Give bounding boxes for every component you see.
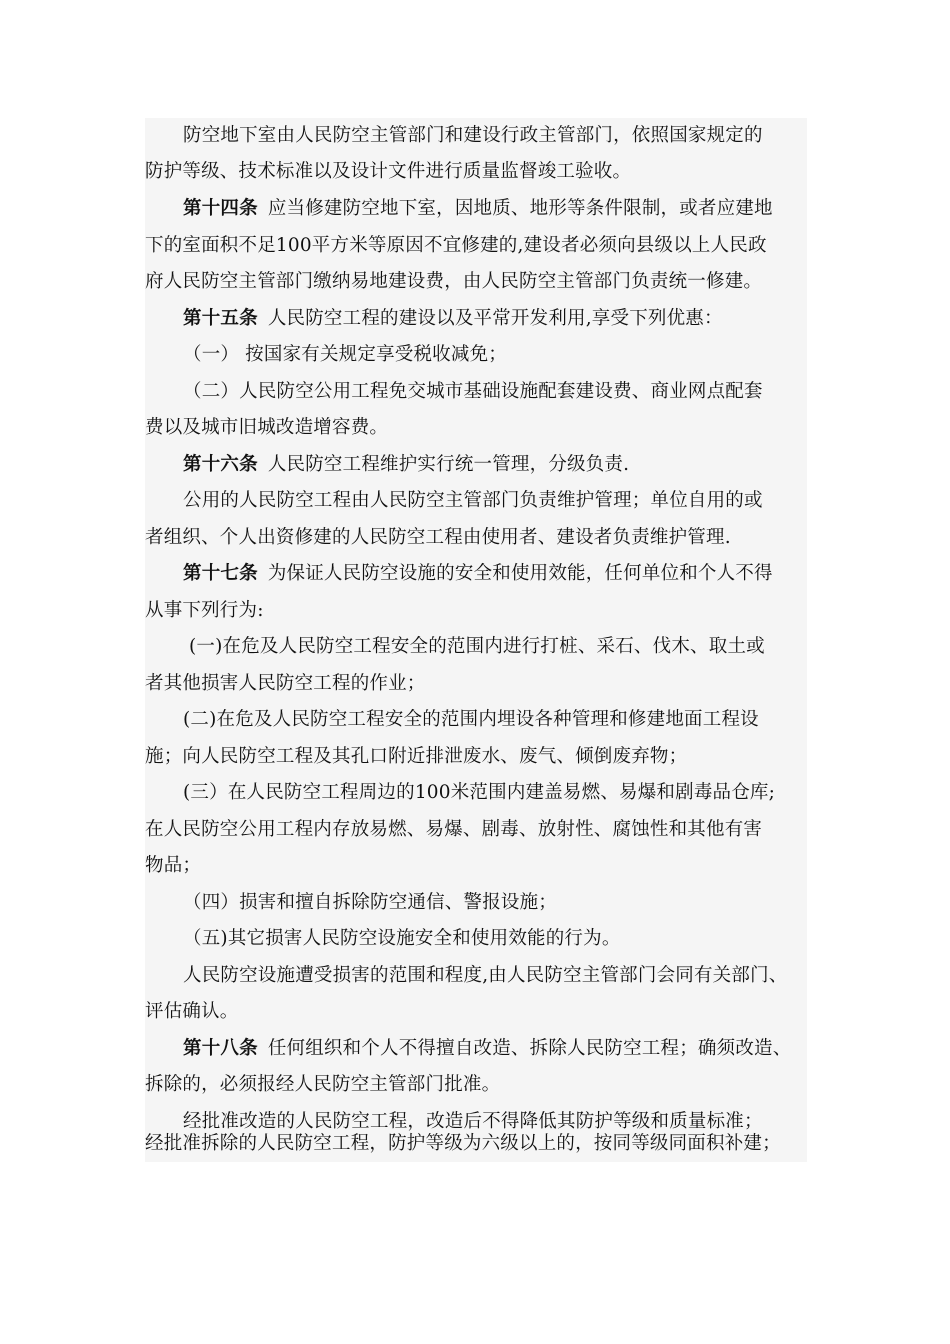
paragraph-line: 施；向人民防空工程及其孔口附近排泄废水、废气、倾倒废弃物； bbox=[145, 746, 688, 767]
article-14-line: 第十四条 应当修建防空地下室，因地质、地形等条件限制，或者应建地 bbox=[183, 198, 773, 219]
paragraph-line: 下的室面积不足100平方米等原因不宜修建的,建设者必须向县级以上人民政 bbox=[145, 235, 767, 256]
list-item: (三）在人民防空工程周边的100米范围内建盖易燃、易爆和剧毒品仓库; bbox=[183, 782, 776, 803]
document-body bbox=[145, 118, 807, 1162]
list-item: （二）人民防空公用工程免交城市基础设施配套建设费、商业网点配套 bbox=[183, 381, 763, 402]
article-17-line: 第十七条 为保证人民防空设施的安全和使用效能，任何单位和个人不得 bbox=[183, 563, 773, 584]
paragraph-line: 评估确认。 bbox=[145, 1001, 239, 1022]
article-heading: 第十五条 bbox=[183, 308, 258, 329]
article-heading: 第十四条 bbox=[183, 198, 258, 219]
paragraph-line: 费以及城市旧城改造增容费。 bbox=[145, 417, 389, 438]
paragraph-line: 府人民防空主管部门缴纳易地建设费，由人民防空主管部门负责统一修建。 bbox=[145, 271, 763, 292]
paragraph-line: 公用的人民防空工程由人民防空主管部门负责维护管理；单位自用的或 bbox=[183, 490, 763, 511]
article-heading: 第十七条 bbox=[183, 563, 258, 584]
article-heading: 第十六条 bbox=[183, 454, 258, 475]
paragraph-line: 者其他损害人民防空工程的作业； bbox=[145, 673, 426, 694]
list-item: (一)在危及人民防空工程安全的范围内进行打桩、采石、伐木、取土或 bbox=[189, 636, 765, 657]
paragraph-line: 在人民防空公用工程内存放易燃、易爆、剧毒、放射性、腐蚀性和其他有害 bbox=[145, 819, 763, 840]
article-15-line: 第十五条 人民防空工程的建设以及平常开发利用,享受下列优惠： bbox=[183, 308, 723, 329]
paragraph-line: 拆除的，必须报经人民防空主管部门批准。 bbox=[145, 1074, 501, 1095]
paragraph-line: 经批准改造的人民防空工程，改造后不得降低其防护等级和质量标准； bbox=[183, 1111, 763, 1132]
paragraph-line: 防空地下室由人民防空主管部门和建设行政主管部门，依照国家规定的 bbox=[183, 125, 763, 146]
paragraph-line: 防护等级、技术标准以及设计文件进行质量监督竣工验收。 bbox=[145, 161, 632, 182]
article-16-line: 第十六条 人民防空工程维护实行统一管理，分级负责. bbox=[183, 454, 630, 475]
paragraph-line: 从事下列行为: bbox=[145, 600, 264, 621]
list-item: （一） 按国家有关规定享受税收减免； bbox=[183, 344, 507, 365]
list-item: （四）损害和擅自拆除防空通信、警报设施； bbox=[183, 892, 558, 913]
list-item: (二)在危及人民防空工程安全的范围内埋设各种管理和修建地面工程设 bbox=[183, 709, 759, 730]
paragraph-line: 人民防空设施遭受损害的范围和程度,由人民防空主管部门会同有关部门、 bbox=[183, 965, 788, 986]
paragraph-line: 物品； bbox=[145, 855, 202, 876]
article-18-line: 第十八条 任何组织和个人不得擅自改造、拆除人民防空工程；确须改造、 bbox=[183, 1038, 792, 1059]
paragraph-line: 者组织、个人出资修建的人民防空工程由使用者、建设者负责维护管理. bbox=[145, 527, 731, 548]
article-heading: 第十八条 bbox=[183, 1038, 258, 1059]
paragraph-line: 经批准拆除的人民防空工程，防护等级为六级以上的，按同等级同面积补建； bbox=[145, 1133, 781, 1154]
list-item: （五)其它损害人民防空设施安全和使用效能的行为。 bbox=[183, 928, 621, 949]
